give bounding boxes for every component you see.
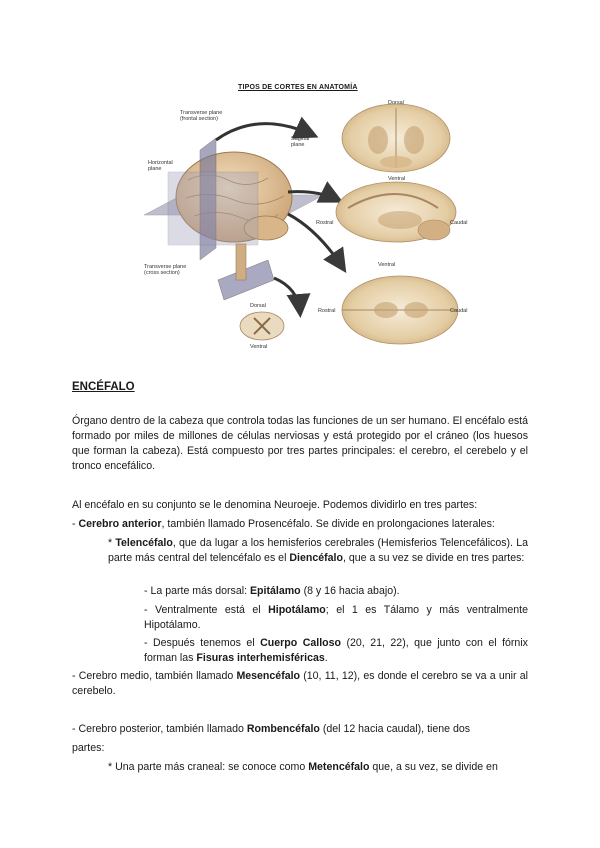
label-rostral-2: Rostral xyxy=(316,220,334,226)
label-dorsal-1: Dorsal xyxy=(388,100,404,106)
brain-sections-figure xyxy=(138,80,468,358)
figure-title: TIPOS DE CORTES EN ANATOMÍA xyxy=(238,84,358,91)
cuerpo-calloso-paragraph: - Después tenemos el Cuerpo Calloso (20, 21, 22), que junto con el fórnix forman las Fisuras interhemisféricas. xyxy=(144,637,528,664)
frontal-section xyxy=(342,104,450,172)
intro-paragraph: Órgano dentro de la cabeza que controla todas las funciones de un ser humano. El encéfalo está formado por miles de millones de células nerviosas y está protegido por el cráneo (los huesos que forman la cabeza). Está compuesto por tres partes principales: el cerebro, el cerebelo y el tronco encefálico. xyxy=(72,415,528,472)
cerebro-anterior-line: - Cerebro anterior, también llamado Prosencéfalo. Se divide en prolongaciones laterales: xyxy=(72,518,495,530)
label-sagittal: Sagittal plane xyxy=(291,136,310,148)
label-ventral-2: Ventral xyxy=(378,262,396,268)
spinal-cord-section xyxy=(240,312,284,340)
label-caudal-2: Caudal xyxy=(450,220,468,226)
rombencefalo-line: - Cerebro posterior, también llamado Rombencéfalo (del 12 hacia caudal), tiene dos xyxy=(72,723,471,735)
section-heading: ENCÉFALO xyxy=(72,381,135,393)
label-transverse-top: Transverse plane (frontal section) xyxy=(180,110,223,122)
label-caudal-3: Caudal xyxy=(450,308,468,314)
rombencefalo-line-2: partes: xyxy=(72,742,105,754)
neuroeje-line: Al encéfalo en su conjunto se le denomina Neuroeje. Podemos dividirlo en tres partes: xyxy=(72,499,478,511)
label-ventral-1: Ventral xyxy=(388,176,406,182)
sagittal-section xyxy=(336,182,456,242)
label-transverse-bottom: Transverse plane (cross section) xyxy=(144,264,187,276)
label-dorsal-spinal: Dorsal xyxy=(250,303,266,309)
telencefalo-paragraph: * Telencéfalo, que da lugar a los hemisferios cerebrales (Hemisferios Telencefálicos). La parte más central del telencéfalo es el Diencéfalo, que a su vez se divide en tres partes: xyxy=(108,537,528,564)
label-ventral-spinal: Ventral xyxy=(250,344,268,350)
arrow-transverse xyxy=(274,278,300,312)
mesencefalo-paragraph: - Cerebro medio, también llamado Mesencéfalo (10, 11, 12), es donde el cerebro se va a unir al cerebelo. xyxy=(72,670,528,697)
epitalamo-line: - La parte más dorsal: Epitálamo (8 y 16 hacia abajo). xyxy=(144,585,400,597)
label-rostral-3: Rostral xyxy=(318,308,336,314)
label-horizontal: Horizontal plane xyxy=(148,160,173,172)
metencefalo-line: * Una parte más craneal: se conoce como Metencéfalo que, a su vez, se divide en xyxy=(108,761,498,773)
hipotalamo-paragraph: - Ventralmente está el Hipotálamo; el 1 es Tálamo y más ventralmente Hipotálamo. xyxy=(144,604,528,631)
horizontal-section xyxy=(342,276,458,344)
